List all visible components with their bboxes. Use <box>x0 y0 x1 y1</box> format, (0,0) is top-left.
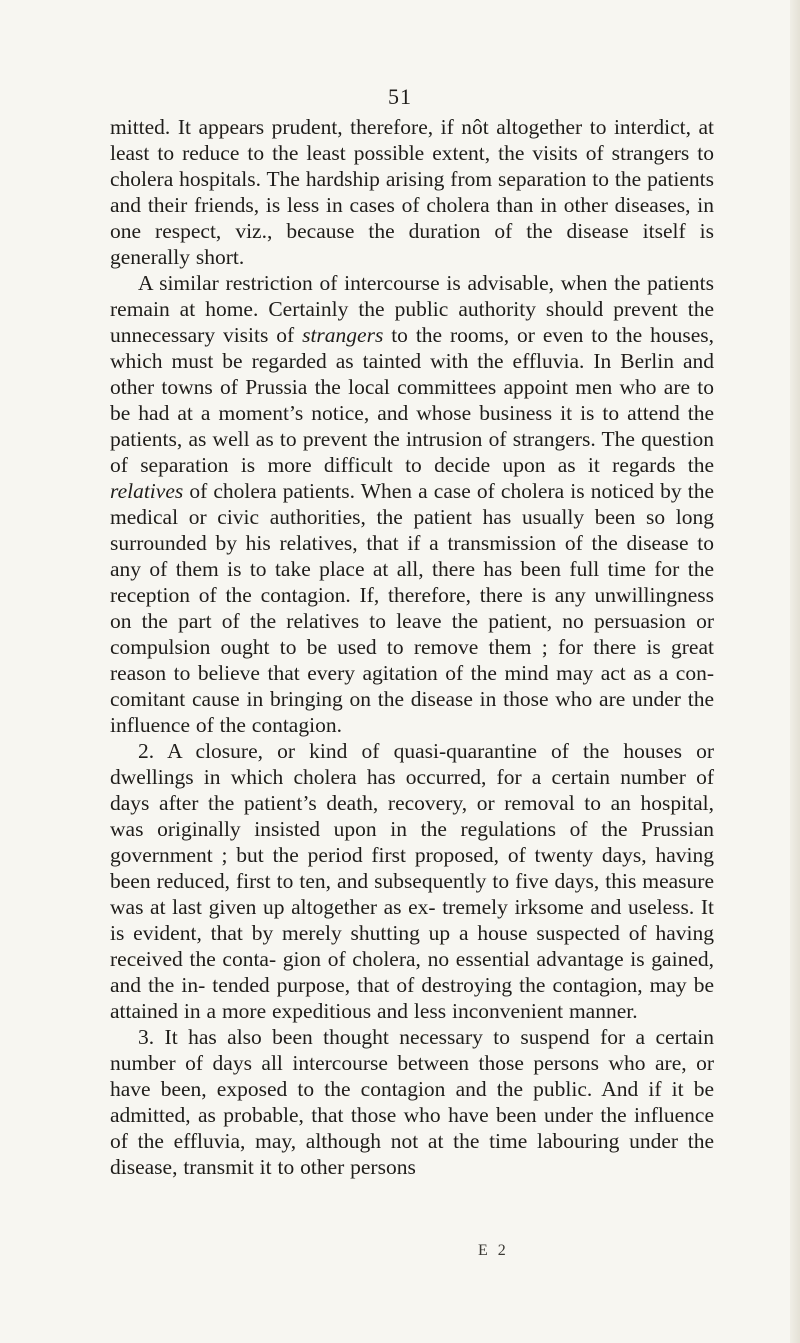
paragraph <box>110 270 714 738</box>
text-run: mitted. It appears prudent, therefore, if nôt altogether to interdict, at least to reduce to the least possible extent, the visits of strangers to cholera hospitals. The hardship arising from separation to the patients and their friends, is less in cases of cholera than in other diseases, in one respect, viz., because the duration of the disease itself is generally short. <box>110 115 714 269</box>
page-number: 51 <box>388 84 412 109</box>
signature-mark: E 2 <box>478 1242 509 1259</box>
page-edge-shadow <box>790 0 800 1343</box>
text-run: A similar restriction of intercourse is advisable, when the patients remain at home. Certainly the public authority should prevent the unnecessary visits of <box>110 271 714 347</box>
text-run: 3. It has also been thought necessary to suspend for a certain number of days all intercourse between those persons who are, or have been, exposed to the contagion and the public. And if it be admitted, as probable, that those who have been under the influence of the effluvia, may, although not at the time labouring under the disease, transmit it to other persons <box>110 1025 714 1179</box>
italic-text: strangers <box>302 323 384 347</box>
text-run: to the rooms, or even to the houses, which must be regarded as tainted with the effluvia. In Berlin and other towns of Prussia the local committees appoint men who are to be had at a moment’s notice, and whose business it is to attend the patients, as well as to prevent the intrusion of strangers. The question of separation is more difficult to decide upon as it regards the <box>110 323 714 477</box>
paragraph <box>110 738 714 1024</box>
text-run: 2. A closure, or kind of quasi-quarantine of the houses or dwellings in which cholera has occurred, for a certain number of days after the patient’s death, recovery, or removal to an hospital, was originally insisted upon in the regulations of the Prussian government ; but the period first proposed, of twenty days, having been reduced, first to ten, and subsequently to five days, this measure was at last given up altogether as ex- tremely irksome and useless. It is evident, that by merely shutting up a house suspected of having received the conta- gion of cholera, no essential advantage is gained, and the in- tended purpose, that of destroying the contagion, may be attained in a more expeditious and less inconvenient manner. <box>110 739 714 1023</box>
body-text <box>110 114 714 1180</box>
paragraph <box>110 1024 714 1180</box>
paragraph <box>110 114 714 270</box>
text-run: of cholera patients. When a case of cholera is noticed by the medical or civic authorities, the patient has usually been so long surrounded by his relatives, that if a transmission of the disease to any of them is to take place at all, there has been full time for the reception of the contagion. If, therefore, there is any unwillingness on the part of the relatives to leave the patient, no persuasion or compulsion ought to be used to remove them ; for there is great reason to believe that every agitation of the mind may act as a con- comitant cause in bringing on the disease in those who are under the influence of the contagion. <box>110 479 714 737</box>
italic-text: relatives <box>110 479 184 503</box>
